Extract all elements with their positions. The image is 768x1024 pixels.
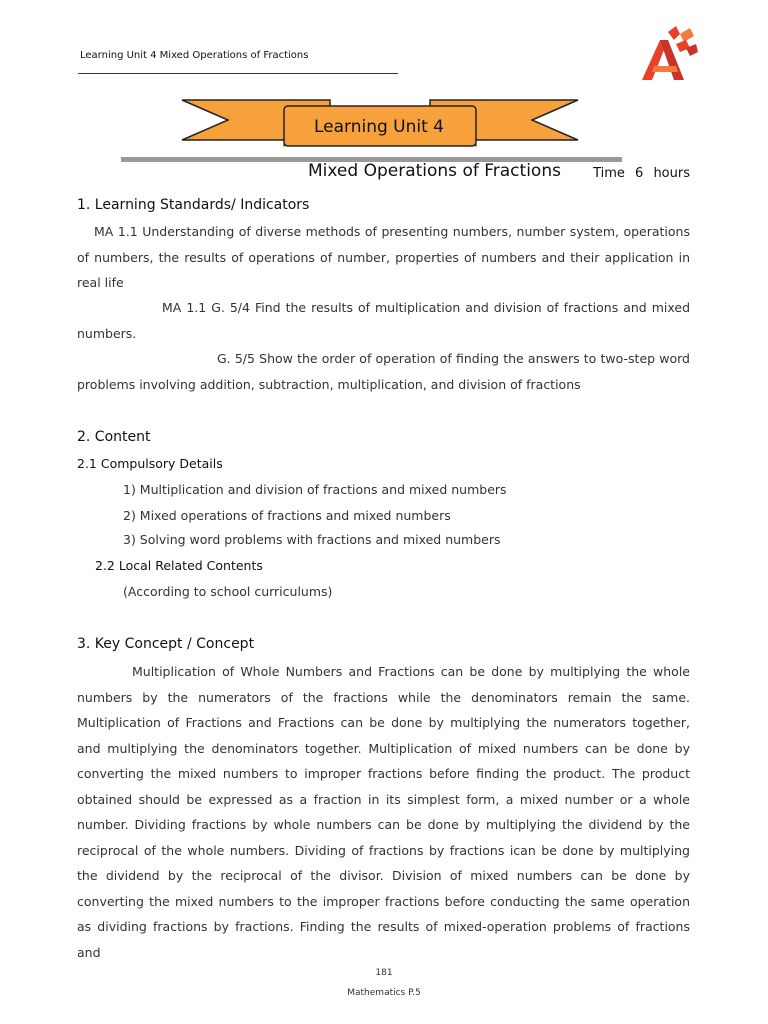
list-item: 3) Solving word problems with fractions and mixed numbers	[123, 532, 501, 547]
running-title: Learning Unit 4 Mixed Operations of Fractions	[80, 50, 309, 61]
key-concept-paragraph: Multiplication of Whole Numbers and Fractions can be done by multiplying the whole numbers by the numerators of the fractions while the denominators remain the same. Multiplication of Fractions and Fractions can be done by multiplying the numerators together, and multiplying the denominators together. Multiplication of mixed numbers can be done by converting the mixed numbers to improper fractions before finding the product. The product obtained should be expressed as a fraction in its simplest form, a mixed number or a whole number. Dividing fractions by whole numbers can be done by multiplying the dividend by the reciprocal of the whole numbers. Dividing of fractions by fractions ican be done by multiplying the dividend by the reciprocal of the divisor. Division of mixed numbers can be done by converting the mixed numbers to the improper fractions before conducting the same operation as dividing fractions by fractions. Finding the results of mixed-operation problems of fractions and	[77, 664, 690, 960]
unit-subtitle: Mixed Operations of Fractions	[308, 161, 561, 181]
banner-title: Learning Unit 4	[313, 117, 445, 137]
logo-a-icon	[640, 26, 700, 82]
indicator-2: G. 5/5 Show the order of operation of finding the answers to two-step word problems involving addition, subtraction, multiplication, and division of fractions	[77, 351, 690, 392]
section1-heading: 1. Learning Standards/ Indicators	[77, 197, 310, 213]
list-item: 1) Multiplication and division of fractions and mixed numbers	[123, 482, 507, 497]
time-allotment: Time 6 hours	[593, 166, 690, 181]
indicator-1: MA 1.1 G. 5/4 Find the results of multiplication and division of fractions and mixed numbers.	[77, 300, 690, 341]
section3-heading: 3. Key Concept / Concept	[77, 636, 255, 652]
footer-subject: Mathematics P.5	[347, 988, 421, 998]
local-contents-heading: 2.2 Local Related Contents	[95, 558, 263, 573]
page-number: 181	[375, 968, 393, 978]
section2-heading: 2. Content	[77, 429, 151, 445]
local-contents-text: (According to school curriculums)	[123, 584, 333, 599]
header-divider	[78, 73, 398, 74]
compulsory-details-heading: 2.1 Compulsory Details	[77, 456, 223, 471]
list-item: 2) Mixed operations of fractions and mixed numbers	[123, 508, 451, 523]
standard-text: MA 1.1 Understanding of diverse methods of presenting numbers, number system, operations of numbers, the results of operations of number, properties of numbers and their application in real life	[77, 224, 690, 290]
